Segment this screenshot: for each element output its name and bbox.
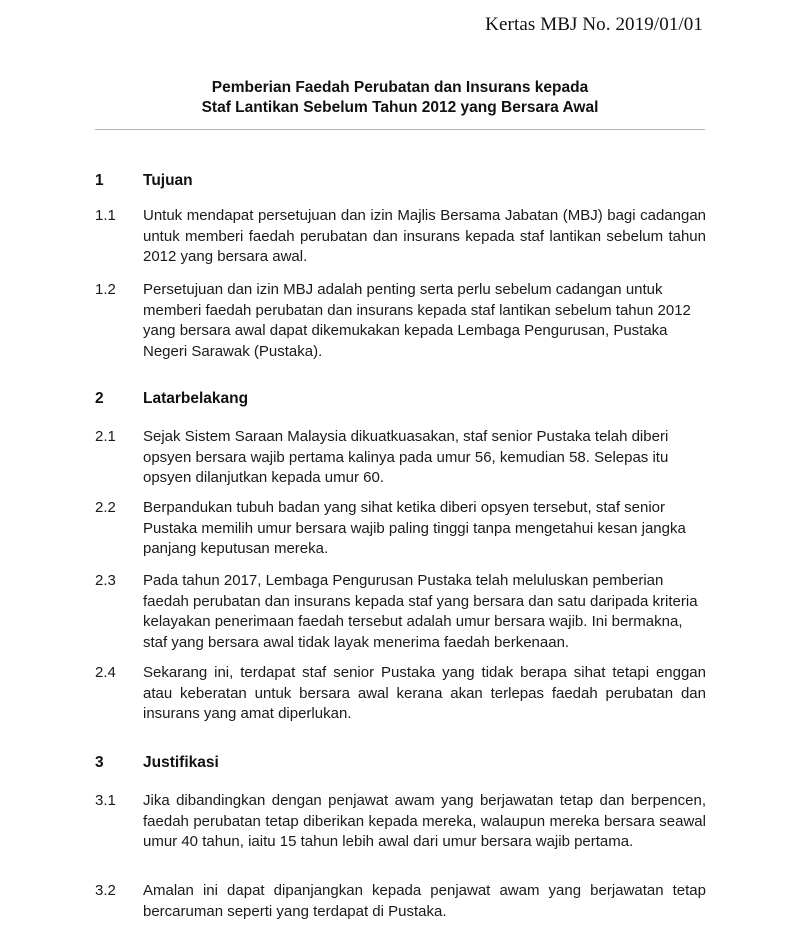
paragraph-number: 2.3 [95, 572, 116, 589]
paragraph-text: Untuk mendapat persetujuan dan izin Majlis Bersama Jabatan (MBJ) bagi cadangan untuk memberi faedah perubatan dan insurans kepada staf lantikan sebelum tahun 2012 yang bersara awal. [143, 207, 706, 265]
paragraph-text: Jika dibandingkan dengan penjawat awam yang berjawatan tetap dan berpencen, faedah perubatan tetap diberikan kepada mereka, walaupun mereka bersara seawal umur 40 tahun, iaitu 15 tahun lebih awal dari umur bersara wajib pertama. [143, 792, 706, 850]
paragraph-text: Sejak Sistem Saraan Malaysia dikuatkuasakan, staf senior Pustaka telah diberi opsyen bersara wajib pertama kalinya pada umur 56, kemudian 58. Selepas itu opsyen dilanjutkan kepada umur 60. [143, 428, 669, 486]
document-reference-number: Kertas MBJ No. 2019/01/01 [485, 14, 703, 35]
section-number: 2 [95, 390, 104, 407]
paragraph-text: Persetujuan dan izin MBJ adalah penting serta perlu sebelum cadangan untuk memberi faedah perubatan dan insurans kepada staf lantikan sebelum tahun 2012 yang bersara awal dapat dikemukakan kepada Lembaga Pengurusan, Pustaka Negeri Sarawak (Pustaka). [143, 281, 691, 360]
document-title-line-1: Pemberian Faedah Perubatan dan Insurans kepada [211, 79, 589, 96]
section-title: Justifikasi [143, 754, 219, 771]
paragraph-number: 1.2 [95, 281, 116, 298]
paragraph-number: 1.1 [95, 207, 116, 224]
paragraph-number: 2.1 [95, 428, 116, 445]
section-number: 1 [95, 172, 104, 189]
paragraph-number: 3.1 [95, 792, 116, 809]
paragraph-text: Amalan ini dapat dipanjangkan kepada penjawat awam yang berjawatan tetap bercaruman seperti yang terdapat di Pustaka. [143, 882, 706, 920]
document-title [0, 78, 800, 118]
title-divider [95, 129, 705, 130]
paragraph-text: Sekarang ini, terdapat staf senior Pustaka yang tidak berapa sihat tetapi enggan atau keberatan untuk bersara awal kerana akan terlepas faedah perubatan dan insurans yang amat diperlukan. [143, 664, 706, 722]
paragraph-number: 2.4 [95, 664, 116, 681]
paragraph-text: Pada tahun 2017, Lembaga Pengurusan Pustaka telah meluluskan pemberian faedah perubatan dan insurans kepada staf yang bersara dan satu daripada kriteria kelayakan penerimaan faedah tersebut adalah umur bersara wajib. Ini bermakna, staf yang bersara awal tidak layak menerima faedah berkenaan. [143, 572, 698, 651]
paragraph-text: Berpandukan tubuh badan yang sihat ketika diberi opsyen tersebut, staf senior Pustaka memilih umur bersara wajib paling tinggi tanpa mengetahui kesan jangka panjang keputusan mereka. [143, 499, 686, 557]
section-title: Latarbelakang [143, 390, 249, 407]
document-title-line-2: Staf Lantikan Sebelum Tahun 2012 yang Bersara Awal [201, 99, 599, 116]
section-number: 3 [95, 754, 104, 771]
paragraph-number: 3.2 [95, 882, 116, 899]
paragraph-number: 2.2 [95, 499, 116, 516]
section-title: Tujuan [143, 172, 193, 189]
